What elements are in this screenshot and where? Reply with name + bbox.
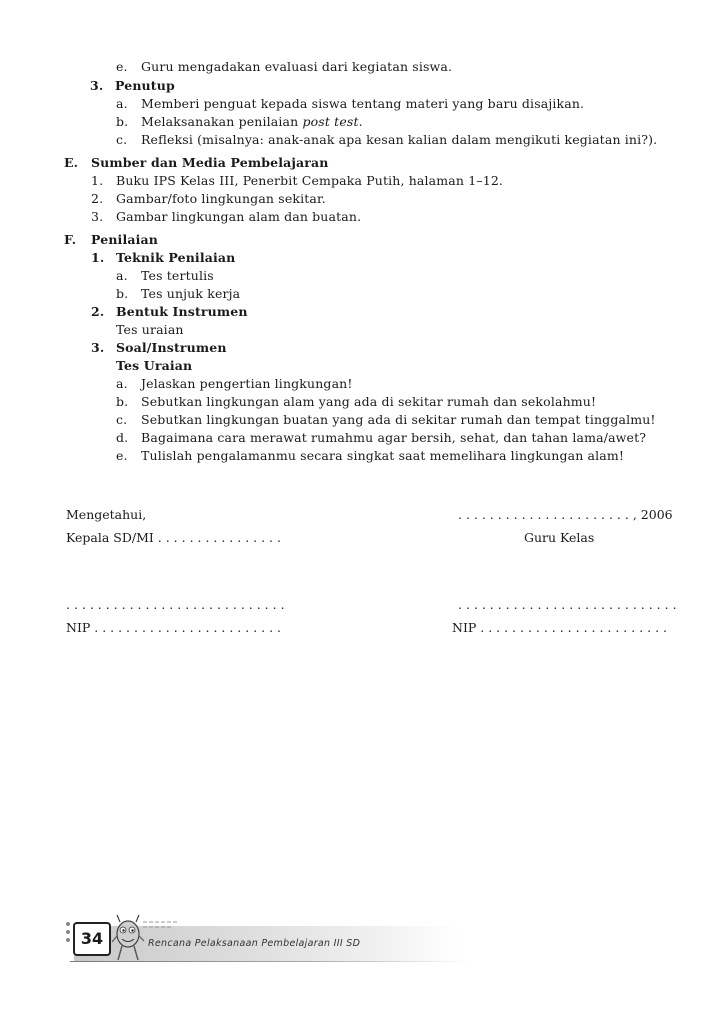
soal-subheading: Tes Uraian [116, 358, 193, 373]
list-item: 2. Gambar/foto lingkungan sekitar. [91, 191, 326, 206]
penutup-heading: 3. Penutup [90, 78, 175, 93]
list-item: 1. Buku IPS Kelas III, Penerbit Cempaka Putih, halaman 1–12. [91, 173, 504, 188]
signature-line-right: . . . . . . . . . . . . . . . . . . . . . . . . . . . . [458, 597, 677, 612]
list-item: e. Guru mengadakan evaluasi dari kegiatan siswa. [116, 59, 453, 74]
footer-dots-decoration [66, 922, 70, 962]
list-item: d. Bagaimana cara merawat rumahmu agar bersih, sehat, dan tahan lama/awet? [116, 430, 647, 445]
list-item: 3. Gambar lingkungan alam dan buatan. [91, 209, 362, 224]
nip-right: NIP . . . . . . . . . . . . . . . . . . . . . . . . [452, 620, 668, 635]
list-item: e. Tulislah pengalamanmu secara singkat saat memelihara lingkungan alam! [116, 448, 625, 463]
list-item: a. Memberi penguat kepada siswa tentang materi yang baru disajikan. [116, 96, 585, 111]
page-number: 34 [73, 922, 111, 956]
date-line: . . . . . . . . . . . . . . . . . . . . . . , 2006 [458, 507, 673, 522]
list-item: b. Tes unjuk kerja [116, 286, 241, 301]
list-item: a. Tes tertulis [116, 268, 214, 283]
list-item: c. Sebutkan lingkungan buatan yang ada di sekitar rumah dan tempat tinggalmu! [116, 412, 656, 427]
guru-kelas-label: Guru Kelas [524, 530, 595, 545]
bentuk-text: Tes uraian [116, 322, 184, 337]
dash-decoration-icon [143, 919, 183, 931]
bentuk-heading: 2. Bentuk Instrumen [91, 304, 248, 319]
section-f-heading: F. Penilaian [64, 232, 158, 247]
mascot-icon [110, 910, 146, 964]
section-e-heading: E. Sumber dan Media Pembelajaran [64, 155, 329, 170]
list-item: b. Melaksanakan penilaian post test. [116, 114, 363, 129]
list-item: b. Sebutkan lingkungan alam yang ada di sekitar rumah dan sekolahmu! [116, 394, 597, 409]
footer-book-title: Rencana Pelaksanaan Pembelajaran III SD [148, 938, 361, 949]
signature-line-left: . . . . . . . . . . . . . . . . . . . . . . . . . . . . [66, 597, 285, 612]
mengetahui-label: Mengetahui, [66, 507, 147, 522]
list-item: a. Jelaskan pengertian lingkungan! [116, 376, 353, 391]
kepala-label: Kepala SD/MI . . . . . . . . . . . . . . . . [66, 530, 281, 545]
soal-heading: 3. Soal/Instrumen [91, 340, 227, 355]
list-item: c. Refleksi (misalnya: anak-anak apa kesan kalian dalam mengikuti kegiatan ini?). [116, 132, 658, 147]
nip-left: NIP . . . . . . . . . . . . . . . . . . . . . . . . [66, 620, 282, 635]
teknik-heading: 1. Teknik Penilaian [91, 250, 236, 265]
